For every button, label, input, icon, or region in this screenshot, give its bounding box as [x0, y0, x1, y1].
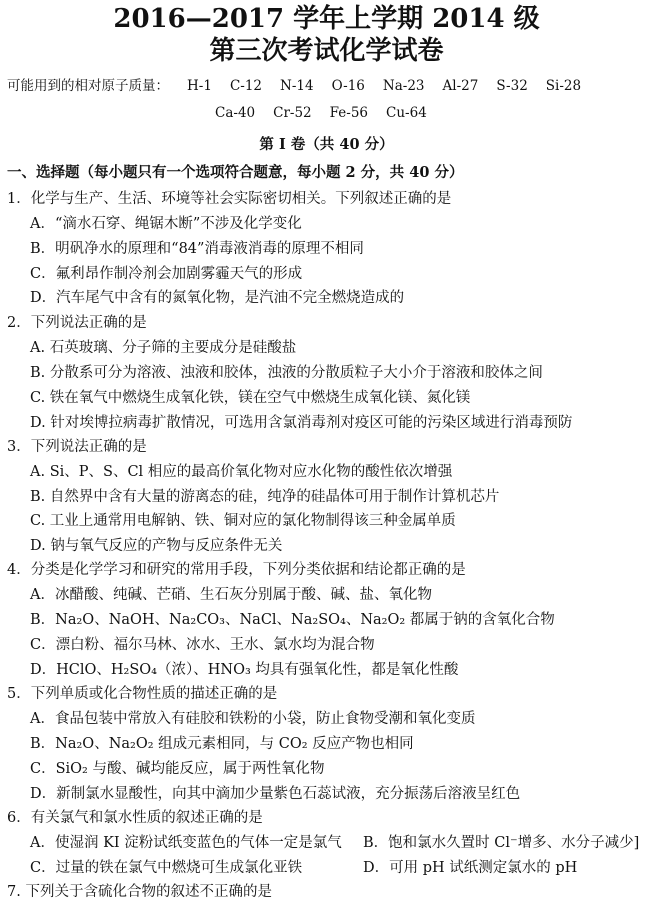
question-2-stem: 2．下列说法正确的是	[7, 315, 147, 331]
question-4-stem: 4．分类是化学学习和研究的常用手段，下列分类依据和结论都正确的是	[7, 562, 466, 578]
mass-c: C-12	[229, 78, 263, 94]
question-1-option-b: B．明矾净水的原理和“84”消毒液消毒的原理不相同	[30, 241, 364, 257]
question-3-option-d: D. 钠与氧气反应的产物与反应条件无关	[30, 538, 283, 554]
question-6-stem: 6．有关氯气和氯水性质的叙述正确的是	[7, 810, 263, 826]
mass-n: N-14	[280, 78, 314, 94]
question-2-option-a: A. 石英玻璃、分子筛的主要成分是硅酸盐	[30, 340, 297, 356]
mass-o: O-16	[331, 78, 365, 94]
mass-na: Na-23	[382, 78, 425, 94]
mass-h: H-1	[187, 78, 212, 94]
question-5-stem: 5．下列单质或化合物性质的描述正确的是	[7, 686, 278, 702]
question-5-option-c: C．SiO₂ 与酸、碱均能反应，属于两性氧化物	[30, 761, 325, 777]
question-4-option-d: D．HClO、H₂SO₄（浓）、HNO₃ 均具有强氧化性，都是氧化性酸	[30, 662, 459, 678]
question-6-option-b: B．饱和氯水久置时 Cl⁻增多、水分子减少]	[363, 835, 640, 851]
mass-cu: Cu-64	[386, 105, 427, 121]
question-2-option-b: B. 分散系可分为溶液、浊液和胶体，浊液的分散质粒子大小介于溶液和胶体之间	[30, 365, 543, 381]
question-4-option-c: C．漂白粉、福尔马林、冰水、王水、氯水均为混合物	[30, 637, 375, 653]
mass-s: S-32	[496, 78, 528, 94]
question-6-option-a: A．使湿润 KI 淀粉试纸变蓝色的气体一定是氯气	[30, 835, 342, 851]
question-1-option-a: A．“滴水石穿、绳锯木断”不涉及化学变化	[30, 216, 302, 232]
question-3-option-a: A. Si、P、S、Cl 相应的最高价氧化物对应水化物的酸性依次增强	[30, 464, 453, 480]
mass-si: Si-28	[545, 78, 582, 94]
question-7-stem: 7. 下列关于含硫化合物的叙述不正确的是	[7, 884, 272, 900]
question-1-option-c: C．氟利昂作制冷剂会加剧雾霾天气的形成	[30, 266, 303, 282]
mass-fe: Fe-56	[329, 105, 369, 121]
question-1-stem: 1．化学与生产、生活、环境等社会实际密切相关。下列叙述正确的是	[7, 191, 452, 207]
question-3-stem: 3．下列说法正确的是	[7, 439, 147, 455]
question-1-option-d: D．汽车尾气中含有的氮氧化物，是汽油不完全燃烧造成的	[30, 290, 405, 306]
mass-ca: Ca-40	[215, 105, 256, 121]
question-4-option-b: B．Na₂O、NaOH、Na₂CO₃、NaCl、Na₂SO₄、Na₂O₂ 都属于钠的含氧化合物	[30, 612, 555, 628]
part-title: 第 I 卷（共 40 分）	[259, 136, 394, 153]
mass-al: Al-27	[442, 78, 479, 94]
atomic-masses-row2	[215, 103, 445, 123]
question-6-option-d: D．可用 pH 试纸测定氯水的 pH	[363, 860, 578, 876]
atomic-masses-label: 可能用到的相对原子质量：	[7, 78, 169, 94]
question-4-option-a: A．冰醋酸、纯碱、芒硝、生石灰分别属于酸、碱、盐、氧化物	[30, 587, 432, 603]
atomic-masses-row1	[7, 76, 599, 96]
question-3-option-c: C. 工业上通常用电解钠、铁、铜对应的氯化物制得该三种金属单质	[30, 513, 456, 529]
question-2-option-c: C. 铁在氧气中燃烧生成氧化铁，镁在空气中燃烧生成氧化镁、氮化镁	[30, 390, 471, 406]
mass-cr: Cr-52	[273, 105, 312, 121]
question-5-option-b: B．Na₂O、Na₂O₂ 组成元素相同，与 CO₂ 反应产物也相同	[30, 736, 414, 752]
question-3-option-b: B. 自然界中含有大量的游离态的硅，纯净的硅晶体可用于制作计算机芯片	[30, 489, 500, 505]
question-2-option-d: D. 针对埃博拉病毒扩散情况，可选用含氯消毒剂对疫区可能的污染区域进行消毒预防	[30, 415, 573, 431]
exam-title-line1: 2016—2017 学年上学期 2014 级	[113, 4, 540, 34]
question-5-option-d: D．新制氯水显酸性，向其中滴加少量紫色石蕊试液，充分振荡后溶液呈红色	[30, 786, 521, 802]
exam-title-line2: 第三次考试化学试卷	[209, 36, 444, 66]
section-title: 一、选择题（每小题只有一个选项符合题意，每小题 2 分，共 40 分）	[7, 164, 464, 181]
question-5-option-a: A．食品包装中常放入有硅胶和铁粉的小袋，防止食物受潮和氧化变质	[30, 711, 476, 727]
question-6-option-c: C．过量的铁在氯气中燃烧可生成氯化亚铁	[30, 860, 303, 876]
